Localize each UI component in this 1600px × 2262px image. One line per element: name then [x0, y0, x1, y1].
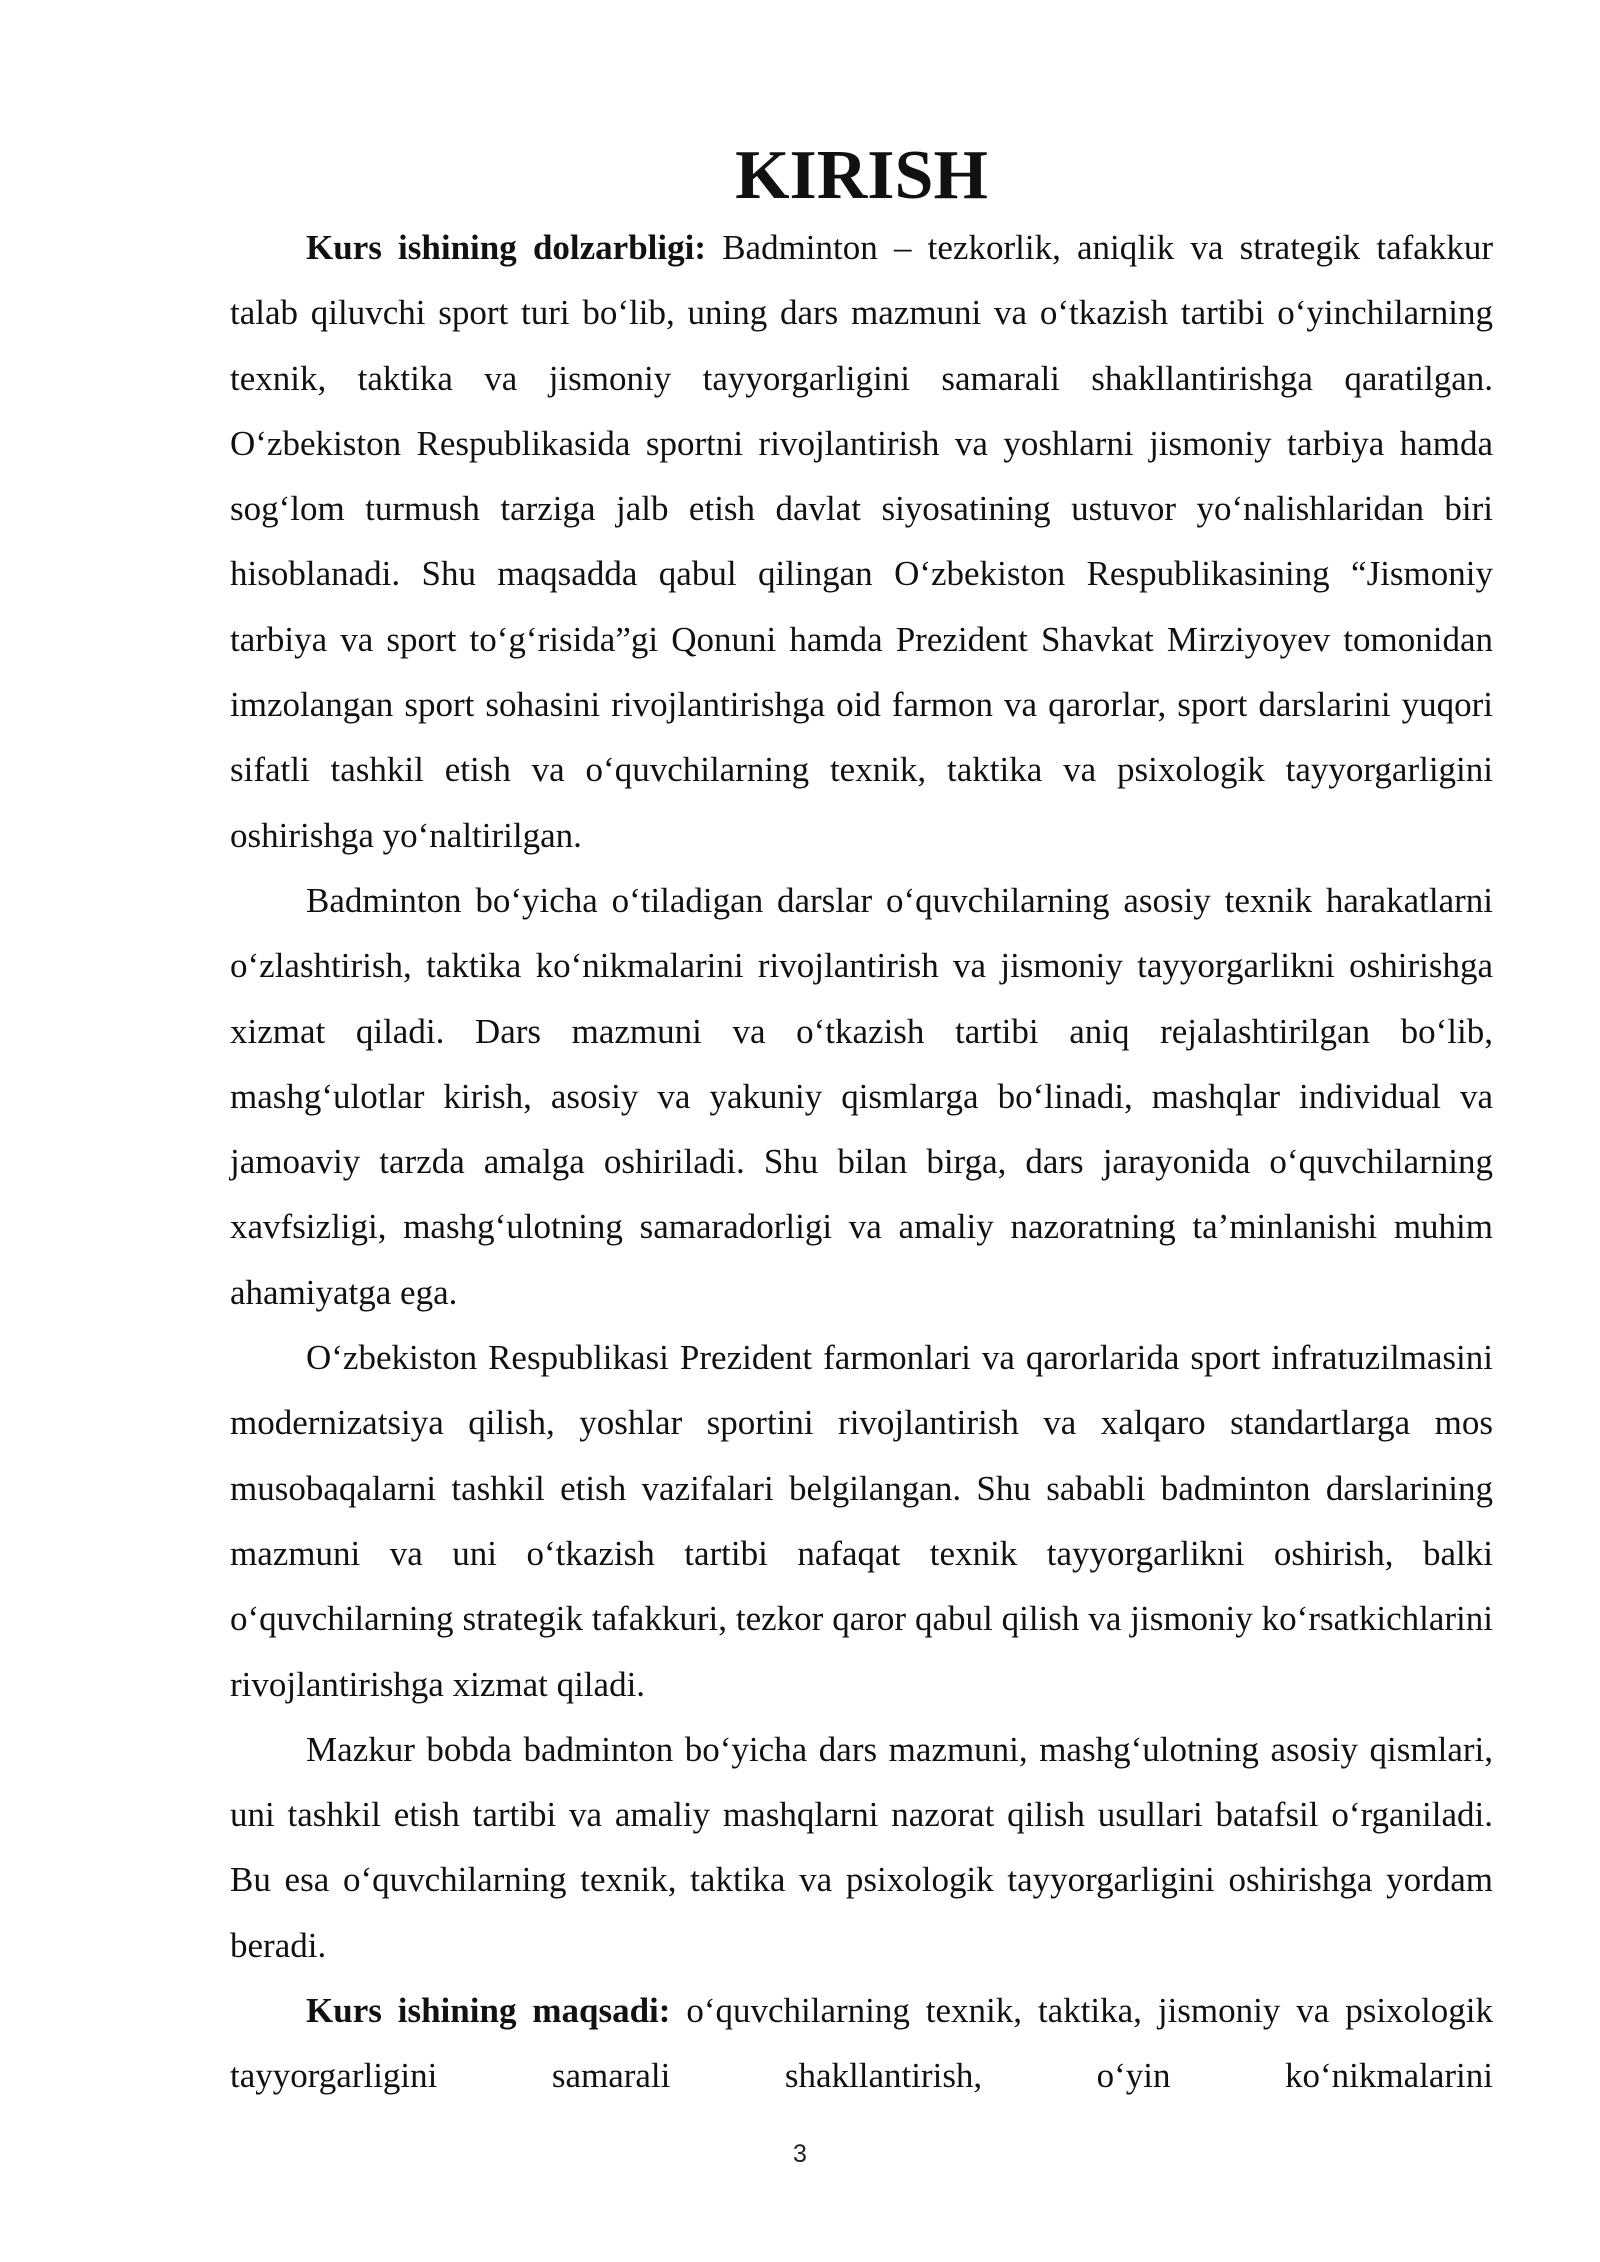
- paragraph-text: O‘zbekiston Respublikasi Prezident farmonlari va qarorlarida sport infratuzilmasini modernizatsiya qilish, yoshlar sportini rivojlantirish va xalqaro standartlarga mos musobaqalarni tashkil etish vazifalari belgilangan. Shu sababli badminton darslarining mazmuni va uni o‘tkazish tartibi nafaqat texnik tayyorgarlikni oshirish, balki o‘quvchilarning strategik tafakkuri, tezkor qaror qabul qilish va jismoniy ko‘rsatkichlarini rivojlantirishga xizmat qiladi.: [230, 1338, 1493, 1704]
- paragraph-chapter-overview: [230, 1717, 1493, 1978]
- page-content: [230, 137, 1493, 2109]
- paragraph-text: Mazkur bobda badminton bo‘yicha dars mazmuni, mashg‘ulotning asosiy qismlari, uni tashkil etish tartibi va amaliy mashqlarni nazorat qilish usullari batafsil o‘rganiladi. Bu esa o‘quvchilarning texnik, taktika va psixologik tayyorgarligini oshirishga yordam beradi.: [230, 1729, 1493, 1965]
- paragraph-lead: Kurs ishining maqsadi:: [306, 1991, 671, 2031]
- paragraph-goal: [230, 1978, 1493, 2109]
- paragraph-lessons: [230, 868, 1493, 1325]
- paragraph-relevance: [230, 215, 1493, 868]
- paragraph-text: Badminton – tezkorlik, aniqlik va strategik tafakkur talab qiluvchi sport turi bo‘lib, uning dars mazmuni va o‘tkazish tartibi o‘yinchilarning texnik, taktika va jismoniy tayyorgarligini samarali shakllantirishga qaratilgan. O‘zbekiston Respublikasida sportni rivojlantirish va yoshlarni jismoniy tarbiya hamda sog‘lom turmush tarziga jalb etish davlat siyosatining ustuvor yo‘nalishlaridan biri hisoblanadi. Shu maqsadda qabul qilingan O‘zbekiston Respublikasining “Jismoniy tarbiya va sport to‘g‘risida”gi Qonuni hamda Prezident Shavkat Mirziyoyev tomonidan imzolangan sport sohasini rivojlantirishga oid farmon va qarorlar, sport darslarini yuqori sifatli tashkil etish va o‘quvchilarning texnik, taktika va psixologik tayyorgarligini oshirishga yo‘naltirilgan.: [230, 228, 1493, 855]
- paragraph-decrees: [230, 1325, 1493, 1717]
- paragraph-lead: Kurs ishining dolzarbligi:: [306, 228, 706, 267]
- paragraph-text: Badminton bo‘yicha o‘tiladigan darslar o‘quvchilarning asosiy texnik harakatlarni o‘zlashtirish, taktika ko‘nikmalarini rivojlantirish va jismoniy tayyorgarlikni oshirishga xizmat qiladi. Dars mazmuni va o‘tkazish tartibi aniq rejalashtirilgan bo‘lib, mashg‘ulotlar kirish, asosiy va yakuniy qismlarga bo‘linadi, mashqlar individual va jamoaviy tarzda amalga oshiriladi. Shu bilan birga, dars jarayonida o‘quvchilarning xavfsizligi, mashg‘ulotning samaradorligi va amaliy nazoratning ta’minlanishi muhim ahamiyatga ega.: [230, 880, 1493, 1312]
- paragraph-text: o‘quvchilarning texnik, taktika, jismoniy va psixologik tayyorgarligini samarali shakllantirish, o‘yin ko‘nikmalarini: [230, 1991, 1493, 2096]
- page-number: 3: [793, 2140, 807, 2168]
- section-title: KIRISH: [735, 137, 988, 214]
